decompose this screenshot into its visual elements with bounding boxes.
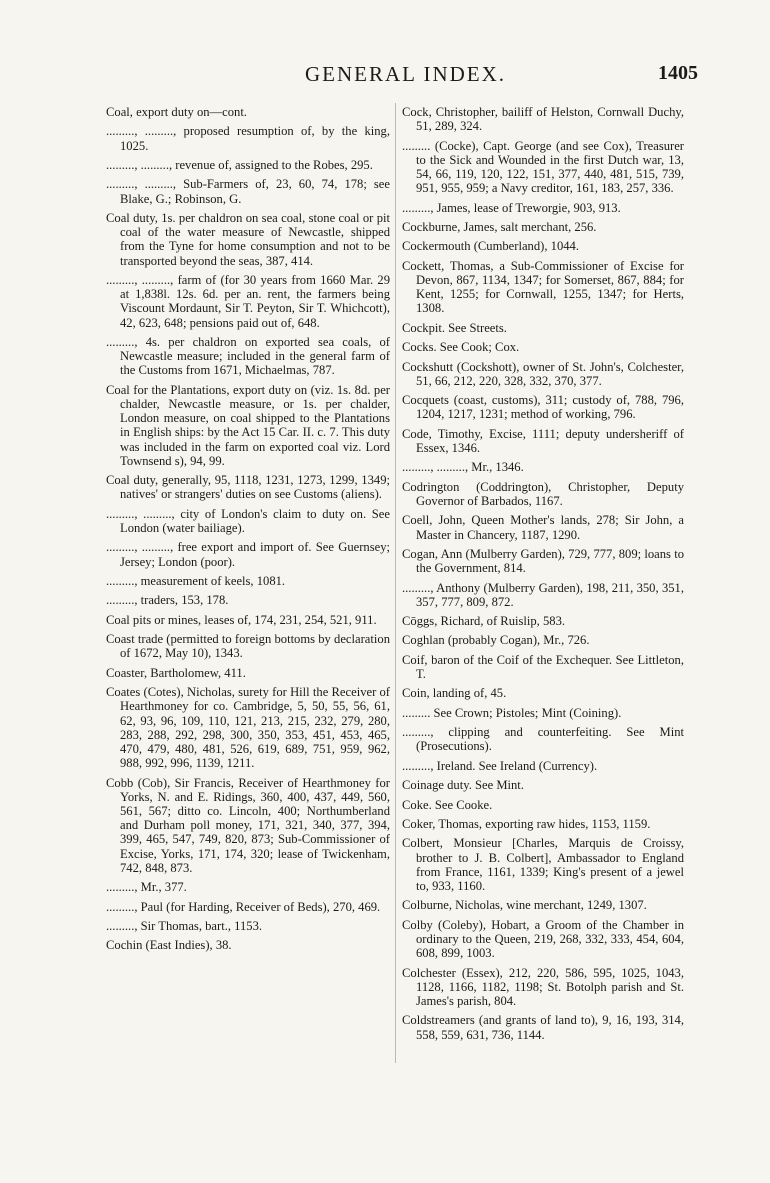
index-entry: Cocquets (coast, customs), 311; custody of, 788, 796, 1204, 1217, 1231; method of working, 796. (402, 393, 684, 422)
index-entry: Coal pits or mines, leases of, 174, 231, 254, 521, 911. (106, 612, 377, 627)
index-entry: Coell, John, Queen Mother's lands, 278; Sir John, a Master in Chancery, 1187, 1290. (402, 513, 684, 542)
index-entry: Cōggs, Richard, of Ruislip, 583. (402, 614, 566, 629)
index-entry: Coates (Cotes), Nicholas, surety for Hill the Receiver of Hearthmoney for co. Cambridge, 5, 50, 55, 56, 61, 62, 93, 96, 109, 110, 121, 213, 215, 232, 279, 280, 283, 288, 292, 298, 300, 350, 353, 451, 453, 465, 470, 479, 480, 481, 526, 619, 689, 751, 959, 962, 988, 992, 996, 1139, 1211. (106, 685, 390, 771)
index-entry: Coast trade (permitted to foreign bottoms by declaration of 1672, May 10), 1343. (106, 632, 390, 661)
index-entry: ........., James, lease of Treworgie, 903, 913. (402, 200, 621, 215)
index-entry: Coldstreamers (and grants of land to), 9, 16, 193, 314, 558, 559, 631, 736, 1144. (402, 1013, 684, 1042)
index-entry: Coal duty, generally, 95, 1118, 1231, 1273, 1299, 1349; natives' or strangers' duties on see Customs (aliens). (106, 473, 390, 502)
index-entry: Cockshutt (Cockshott), owner of St. John's, Colchester, 51, 66, 212, 220, 328, 332, 370, 377. (402, 359, 684, 388)
index-entry: Colbert, Monsieur [Charles, Marquis de Croissy, brother to J. B. Colbert], Ambassador to England from France, 1161, 1339; King's present of a jewel to, 933, 1160. (402, 836, 684, 894)
index-column-right (402, 105, 684, 1047)
index-entry: Cocks. See Cook; Cox. (402, 340, 520, 355)
index-entry: ........., ........., farm of (for 30 years from 1660 Mar. 29 at 1,838l. 12s. 6d. per an. rent, the farmers being Viscount Mordaunt, Sir T. Peyton, Sir T. Whichcott), 42, 623, 648; pensions paid out of, 648. (106, 272, 390, 330)
index-entry: Cobb (Cob), Sir Francis, Receiver of Hearthmoney for Yorks, N. and E. Ridings, 360, 400, 437, 449, 560, 561, 567; ditto co. Lincoln, 400; Northumberland and Durham poll money, 171, 321, 340, 377, 394, 399, 465, 547, 749, 820, 873; Sub-Commissioner of Excise, Yorks, 171, 174, 320; lease of Twickenham, 742, 848, 873. (106, 775, 390, 875)
index-entry: Coal for the Plantations, export duty on (viz. 1s. 8d. per chalder, Newcastle measure, or 1s. per chalder, London measure, on coal shipped to the Plantations in English ships: by the Act 15 Car. II. c. 7. This duty was included in the farm on exported coal viz. Lord Townsend s), 94, 99. (106, 382, 390, 468)
index-entry: Cogan, Ann (Mulberry Garden), 729, 777, 809; loans to the Government, 814. (402, 546, 684, 576)
index-entry: Cock, Christopher, bailiff of Helston, Cornwall Duchy, 51, 289, 324. (402, 105, 684, 134)
index-entry: Colburne, Nicholas, wine merchant, 1249, 1307. (402, 898, 647, 913)
index-entry: ........., measurement of keels, 1081. (106, 573, 286, 588)
index-entry: ........., 4s. per chaldron on exported sea coals, of Newcastle measure; included in the general farm of the Customs from 1671, Michaelmas, 787. (106, 334, 390, 378)
index-entry: Colby (Coleby), Hobart, a Groom of the Chamber in ordinary to the Queen, 219, 268, 332, 333, 454, 604, 608, 899, 1003. (402, 917, 684, 961)
index-entry: Coinage duty. See Mint. (402, 778, 524, 793)
index-entry: Cockermouth (Cumberland), 1044. (402, 239, 579, 254)
column-divider (395, 103, 396, 1063)
page-title: GENERAL INDEX. (305, 62, 507, 86)
index-entry: ........., Paul (for Harding, Receiver of Beds), 270, 469. (106, 899, 381, 914)
index-entry: ........., Ireland. See Ireland (Currency). (402, 758, 598, 773)
index-entry: ......... See Crown; Pistoles; Mint (Coining). (402, 705, 622, 720)
index-entry: Coal, export duty on—cont. (106, 105, 247, 119)
index-entry: ........., ........., proposed resumption of, by the king, 1025. (106, 124, 390, 153)
index-entry: ........., ........., city of London's claim to duty on. See London (water bailiage). (106, 506, 390, 535)
index-entry: Coker, Thomas, exporting raw hides, 1153, 1159. (402, 817, 651, 832)
index-entry: ........., traders, 153, 178. (106, 593, 229, 608)
index-entry: ........., ........., Sub-Farmers of, 23, 60, 74, 178; see Blake, G.; Robinson, G. (106, 177, 390, 206)
index-entry: ........., clipping and counterfeiting. See Mint (Prosecutions). (402, 725, 684, 754)
index-entry: Coal duty, 1s. per chaldron on sea coal, stone coal or pit coal of the water measure of Newcastle, shipped from the Tyne for home consumption and not to be transported beyond the seas, 387, 414. (106, 210, 390, 268)
index-entry: ........., Sir Thomas, bart., 1153. (106, 918, 263, 933)
index-entry: ........., Anthony (Mulberry Garden), 198, 211, 350, 351, 357, 777, 809, 872. (402, 580, 684, 609)
index-entry: ......... (Cocke), Capt. George (and see Cox), Treasurer to the Sick and Wounded in the first Dutch war, 13, 54, 66, 119, 120, 122, 151, 377, 440, 481, 515, 739, 951, 955, 959; a Navy creditor, 161, 183, 257, 336. (402, 138, 684, 196)
index-entry: Coghlan (probably Cogan), Mr., 726. (402, 633, 590, 648)
page-number: 1405 (658, 62, 698, 84)
index-entry: Coif, baron of the Coif of the Exchequer. See Littleton, T. (402, 652, 684, 682)
index-entry: Coaster, Bartholomew, 411. (106, 665, 246, 680)
index-entry: Coke. See Cooke. (402, 797, 493, 812)
index-entry: Cochin (East Indies), 38. (106, 938, 232, 953)
index-entry: Colchester (Essex), 212, 220, 586, 595, 1025, 1043, 1128, 1166, 1182, 1198; St. Botolph parish and St. James's parish, 804. (402, 965, 684, 1008)
index-entry: Cockpit. See Streets. (402, 320, 507, 335)
index-entry: ........., ........., free export and import of. See Guernsey; Jersey; London (poor). (106, 540, 390, 569)
index-entry: Codrington (Coddrington), Christopher, Deputy Governor of Barbados, 1167. (402, 479, 684, 508)
index-entry: ........., Mr., 377. (106, 880, 187, 895)
index-entry: Code, Timothy, Excise, 1111; deputy undersheriff of Essex, 1346. (402, 426, 684, 455)
index-entry: Coin, landing of, 45. (402, 686, 507, 701)
index-entry: Cockett, Thomas, a Sub-Commissioner of Excise for Devon, 867, 1134, 1347; for Somerset, 867, 884; for Kent, 1255; for Cornwall, 1255, 1347; for Herts, 1308. (402, 258, 684, 316)
page-header (0, 62, 770, 86)
index-entry: Cockburne, James, salt merchant, 256. (402, 219, 597, 234)
index-column-left (106, 105, 390, 958)
index-entry: ........., ........., Mr., 1346. (402, 460, 524, 475)
index-entry: ........., ........., revenue of, assigned to the Robes, 295. (106, 157, 373, 172)
